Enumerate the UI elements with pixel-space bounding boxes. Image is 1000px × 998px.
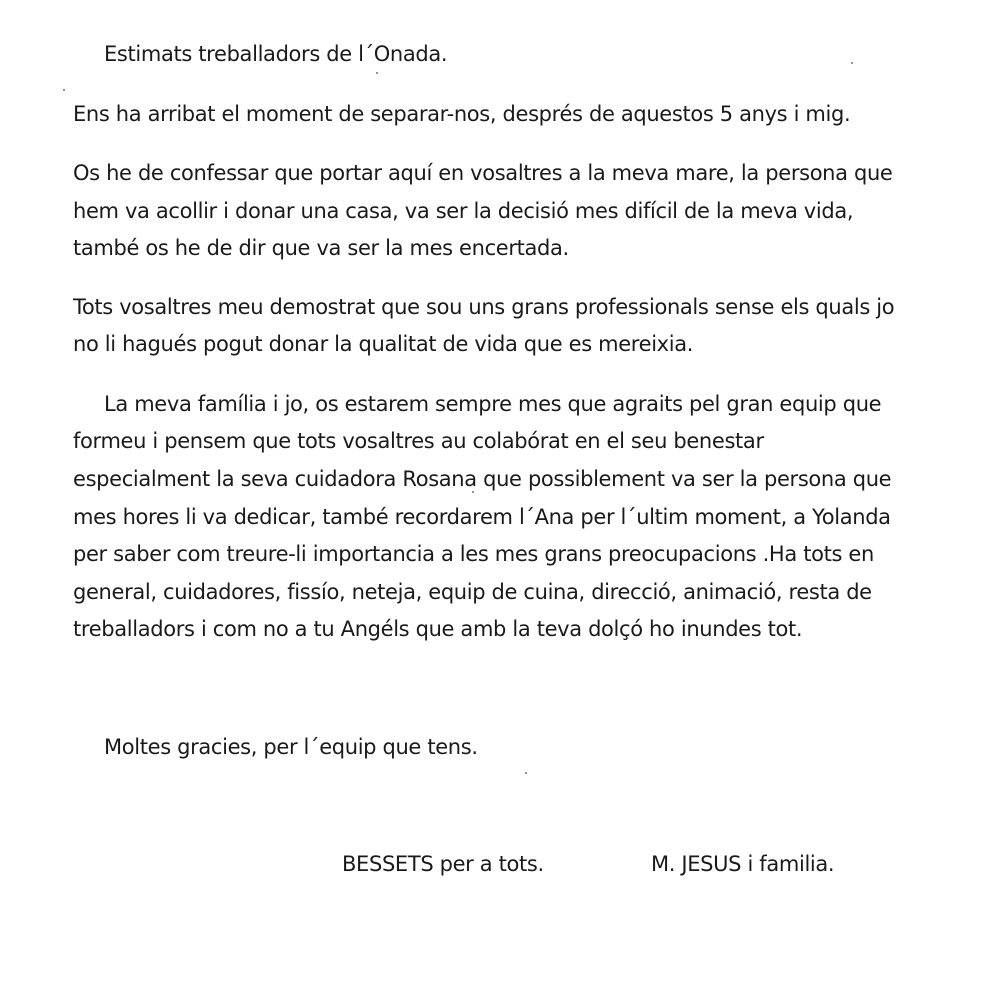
paragraph-4-line-7: treballadors i com no a tu Angéls que amb la teva dolçó ho inundes tot.: [73, 617, 803, 641]
signature-left: BESSETS per a tots.: [342, 852, 544, 876]
paragraph-2-line-1: Os he de confessar que portar aquí en vosaltres a la meva mare, la persona que: [73, 161, 893, 185]
scan-speck: [472, 491, 474, 493]
paragraph-4-line-4: mes hores li va dedicar, també recordarem l´Ana per l´ultim moment, a Yolanda: [73, 505, 891, 529]
closing-line: Moltes gracies, per l´equip que tens.: [104, 735, 478, 759]
paragraph-1-line-1: Ens ha arribat el moment de separar-nos, després de aquestos 5 anys i mig.: [73, 102, 851, 126]
paragraph-4-line-1: La meva família i jo, os estarem sempre mes que agraits pel gran equip que: [104, 392, 882, 416]
scan-speck: [525, 772, 527, 774]
paragraph-4-line-3: especialment la seva cuidadora Rosana que possiblement va ser la persona que: [73, 467, 892, 491]
scan-speck: [63, 89, 65, 91]
paragraph-2-line-3: també os he de dir que va ser la mes encertada.: [73, 236, 569, 260]
paragraph-4-line-5: per saber com treure-li importancia a les mes grans preocupacions .Ha tots en: [73, 542, 874, 566]
paragraph-2-line-2: hem va acollir i donar una casa, va ser la decisió mes difícil de la meva vida,: [73, 199, 854, 223]
paragraph-3-line-1: Tots vosaltres meu demostrat que sou uns grans professionals sense els quals jo: [73, 295, 895, 319]
scan-speck: [376, 72, 378, 74]
paragraph-4-line-2: formeu i pensem que tots vosaltres au colabórat en el seu benestar: [73, 429, 764, 453]
paragraph-3-line-2: no li hagués pogut donar la qualitat de vida que es mereixia.: [73, 332, 694, 356]
paragraph-4-line-6: general, cuidadores, fissío, neteja, equip de cuina, direcció, animació, resta de: [73, 580, 872, 604]
greeting: Estimats treballadors de l´Onada.: [104, 42, 448, 66]
signature-right: M. JESUS i familia.: [651, 852, 835, 876]
scan-speck: [851, 62, 853, 64]
